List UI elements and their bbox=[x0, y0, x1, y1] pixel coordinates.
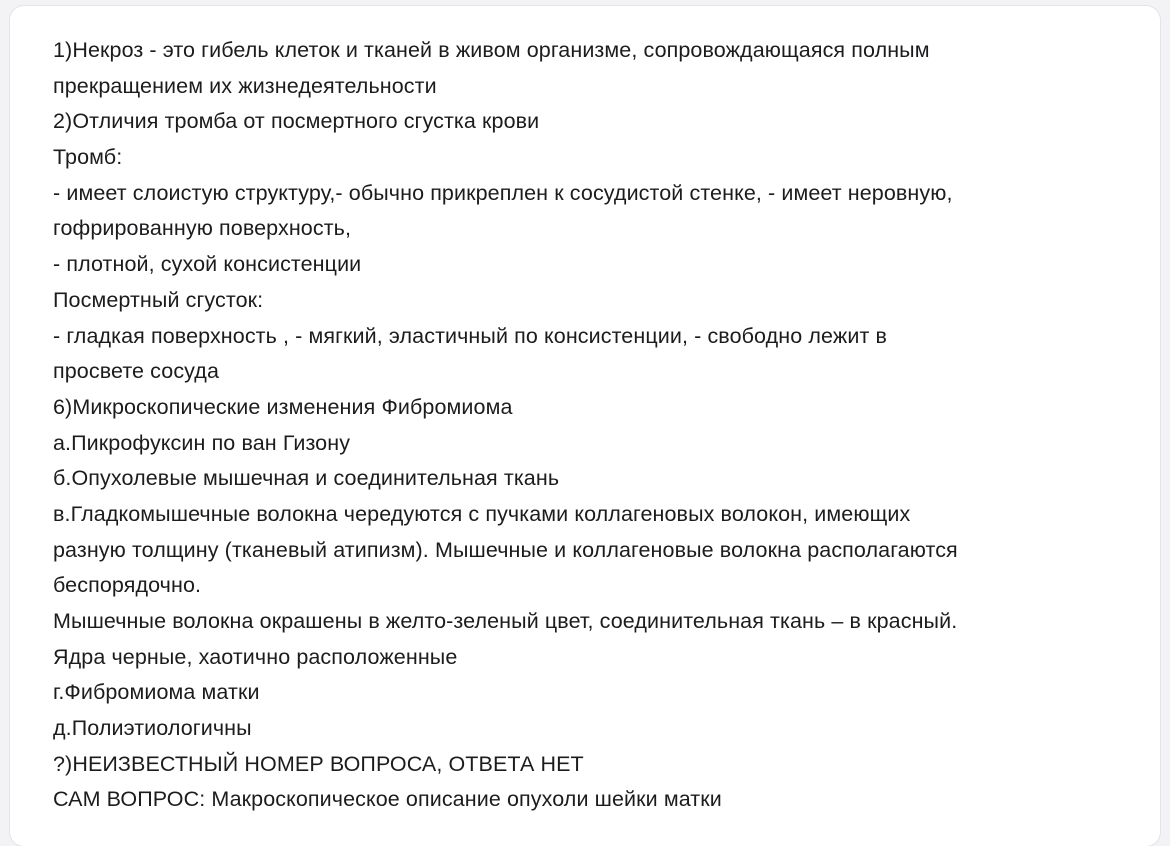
text-line: - имеет слоистую структуру,- обычно прикреплен к сосудистой стенке, - имеет неровную, bbox=[53, 180, 953, 205]
text-line: 2)Отличия тромба от посмертного сгустка крови bbox=[53, 109, 540, 134]
note-text[interactable] bbox=[53, 33, 1143, 818]
text-line: - гладкая поверхность , - мягкий, эластичный по консистенции, - свободно лежит в bbox=[53, 323, 887, 348]
text-line: а.Пикрофуксин по ван Гизону bbox=[53, 430, 351, 455]
text-line: - плотной, сухой консистенции bbox=[53, 252, 362, 277]
text-line: в.Гладкомышечные волокна чередуются с пучками коллагеновых волокон, имеющих bbox=[53, 501, 911, 526]
text-line: ?)НЕИЗВЕСТНЫЙ НОМЕР ВОПРОСА, ОТВЕТА НЕТ bbox=[53, 751, 584, 776]
text-line: Посмертный сгусток: bbox=[53, 287, 264, 312]
note-card bbox=[10, 6, 1160, 846]
text-line: САМ ВОПРОС: Макроскопическое описание опухоли шейки матки bbox=[53, 787, 722, 812]
text-line: б.Опухолевые мышечная и соединительная ткань bbox=[53, 466, 560, 491]
text-line: Ядра черные, хаотично расположенные bbox=[53, 644, 458, 669]
text-line: гофрированную поверхность, bbox=[53, 216, 352, 241]
text-line: Мышечные волокна окрашены в желто-зеленый цвет, соединительная ткань – в красный. bbox=[53, 609, 958, 633]
text-line: прекращением их жизнедеятельности bbox=[53, 73, 437, 98]
text-line: Тромб: bbox=[53, 145, 123, 170]
text-line: 6)Микроскопические изменения Фибромиома bbox=[53, 394, 513, 419]
text-line: д.Полиэтиологичны bbox=[53, 716, 252, 741]
text-line: разную толщину (тканевый атипизм). Мышечные и коллагеновые волокна располагаются bbox=[53, 537, 958, 562]
text-line: беспорядочно. bbox=[53, 573, 202, 598]
text-line: г.Фибромиома матки bbox=[53, 680, 260, 705]
text-line: просвете сосуда bbox=[53, 359, 220, 384]
text-line: 1)Некроз - это гибель клеток и тканей в живом организме, сопровождающаяся полным bbox=[53, 38, 930, 62]
